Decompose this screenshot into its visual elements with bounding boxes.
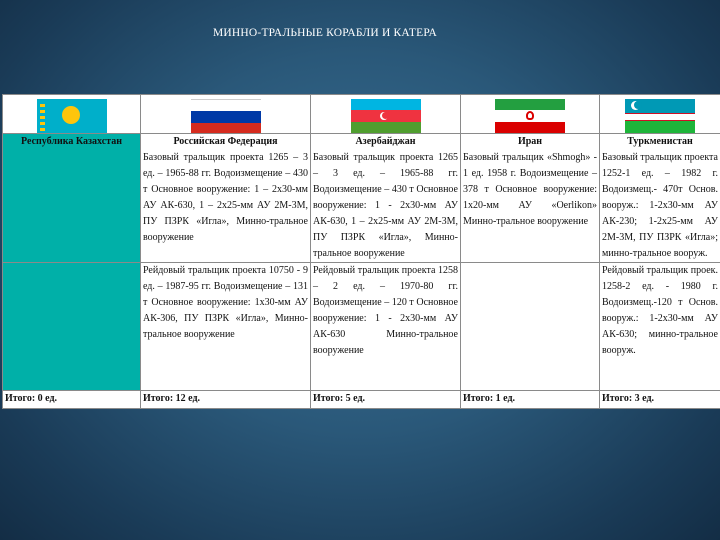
- russia-total-cell: [141, 391, 311, 409]
- country-header-turkmenistan: Туркменистан: [627, 136, 693, 147]
- turkmenistan-total-cell: [600, 391, 720, 409]
- turkmenistan-raid-text: Рейдовый тральщик проек. 1258-2 ед. - 1980 г. Водоизмещ.-120 т Основ. вооруж.: 1-2х30-мм АУ АК-630; минно-тральное вооруж.: [602, 265, 718, 356]
- azerbaijan-total-cell: [311, 391, 461, 409]
- azerbaijan-raid-cell: [311, 263, 461, 391]
- kazakhstan-column-cell: [3, 134, 141, 263]
- iran-base-text: Базовый тральщик «Shmogh» - 1 ед. 1958 г. Водоизмещение – 378 т Основное вооружение: 1х20-мм АУ «Oerlikon» Минно-тральное вооружение: [463, 152, 597, 227]
- kazakhstan-raid-cell: [3, 263, 141, 391]
- raid-minesweeper-row: [3, 263, 720, 391]
- russia-raid-cell: [141, 263, 311, 391]
- iran-total-cell: [461, 391, 600, 409]
- minesweepers-table: [2, 94, 720, 409]
- russia-flag-cell: [141, 95, 311, 134]
- turkmenistan-flag-cell: [600, 95, 720, 134]
- turkmenistan-raid-cell: [600, 263, 720, 391]
- country-header-russia: Российская Федерация: [173, 136, 278, 147]
- azerbaijan-flag-icon: [351, 99, 421, 133]
- iran-flag-icon: [495, 99, 565, 133]
- azerbaijan-base-text: Базовый тральщик проекта 1265 – 3 ед. – 1965-88 гг. Водоизмещение – 430 т Основное вооружение: 1 - 2х30-мм АУ АК-630, 1 – 2х25-мм АУ 2М-3М, ПУ ПЗРК «Игла», Минно-тральное вооружение: [313, 152, 458, 259]
- country-header-kazakhstan: Республика Казахстан: [21, 136, 122, 147]
- flag-row: [3, 95, 720, 134]
- kazakhstan-total: Итого: 0 ед.: [5, 393, 58, 404]
- russia-flag-icon: [191, 99, 261, 133]
- totals-row: [3, 391, 720, 409]
- iran-base-cell: [461, 134, 600, 263]
- iran-flag-cell: [461, 95, 600, 134]
- azerbaijan-base-cell: [311, 134, 461, 263]
- kazakhstan-flag-cell: [3, 95, 141, 134]
- iran-raid-cell: [461, 263, 600, 391]
- kazakhstan-flag-icon: [37, 99, 107, 133]
- turkmenistan-base-text: Базовый тральщик проекта 1252-1 ед. – 1982 г. Водоизмещ.- 470т Основ. вооруж.: 1-2х30-мм АУ АК-230; 1-2х25-мм АУ 2М-3М, ПУ ПЗРК «Игла»; минно-тральное вооруж.: [602, 152, 718, 259]
- azerbaijan-flag-cell: [311, 95, 461, 134]
- turkmenistan-flag-icon: [625, 99, 695, 133]
- country-header-azerbaijan: Азербайджан: [355, 136, 416, 147]
- russia-total: Итого: 12 ед.: [143, 393, 201, 404]
- slide-title: МИННО-ТРАЛЬНЫЕ КОРАБЛИ И КАТЕРА: [212, 27, 437, 39]
- russia-raid-text: Рейдовый тральщик проекта 10750 - 9 ед. – 1987-95 гг. Водоизмещение – 131 т Основное вооружение: 1х30-мм АУ АК-306, ПУ ПЗРК «Игла», Минно-тральное вооружение: [143, 265, 308, 340]
- base-minesweeper-row: [3, 134, 720, 263]
- turkmenistan-base-cell: [600, 134, 720, 263]
- russia-base-text: Базовый тральщик проекта 1265 – 3 ед. – 1965-88 гг. Водоизмещение – 430 т Основное вооружение: 1 – 2х30-мм АУ АК-630, 1 – 2х25-мм АУ 2М-3М, ПУ ПЗРК «Игла», Минно-тральное вооружение: [143, 152, 308, 243]
- azerbaijan-total: Итого: 5 ед.: [313, 393, 366, 404]
- kazakhstan-total-cell: [3, 391, 141, 409]
- azerbaijan-raid-text: Рейдовый тральщик проекта 1258 – 2 ед. – 1970-80 гг. Водоизмещение – 120 т Основное вооружение: 1 - 2х30-мм АУ АК-630 Минно-тральное вооружение: [313, 265, 458, 356]
- iran-total: Итого: 1 ед.: [463, 393, 516, 404]
- country-header-iran: Иран: [517, 136, 543, 147]
- turkmenistan-total: Итого: 3 ед.: [602, 393, 655, 404]
- russia-base-cell: [141, 134, 311, 263]
